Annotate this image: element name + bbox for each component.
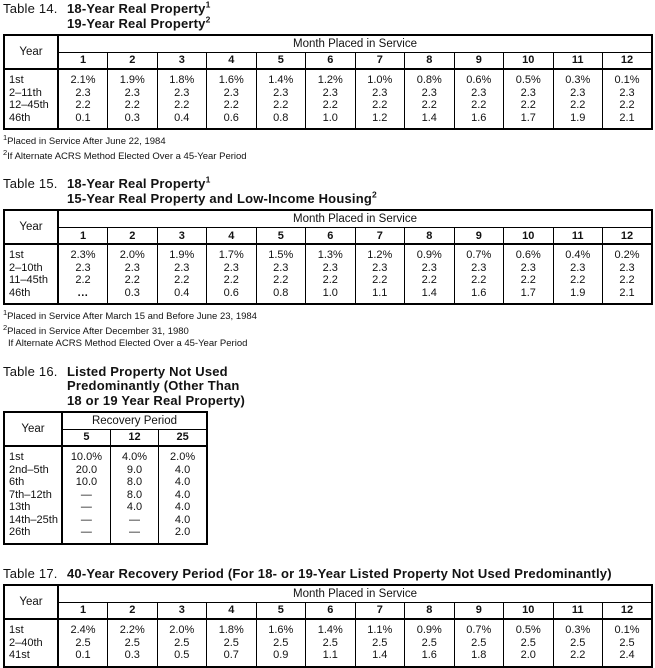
column-header: 8: [405, 227, 455, 244]
table-cell: 20.0: [62, 464, 110, 477]
table-title-line: 15-Year Real Property and Low-Income Housing$^2$: [67, 189, 377, 206]
table-cell: 2.0%: [159, 446, 207, 464]
column-header: 7: [355, 52, 405, 69]
table-cell: 1.4: [405, 112, 455, 130]
column-header: 7: [355, 227, 405, 244]
table-15-label: Table 15.: [3, 176, 58, 192]
footnote-marker: 2: [3, 148, 8, 158]
table-cell: 1.7: [504, 287, 554, 305]
table-cell: 2.5: [256, 637, 306, 650]
column-header: 9: [454, 602, 504, 619]
row-label: 2–11th: [9, 86, 42, 99]
column-header: 8: [405, 602, 455, 619]
column-header: 11: [553, 227, 603, 244]
column-header: 11: [553, 52, 603, 69]
table-cell: 1.0: [306, 287, 356, 305]
table-cell: 2.2: [355, 99, 405, 112]
year-header: Year: [4, 210, 58, 244]
column-group-header: Month Placed in Service: [58, 35, 652, 52]
row-label: 41st: [9, 649, 30, 662]
table-cell: 2.2: [256, 99, 306, 112]
table-16-label: Table 16.: [3, 363, 58, 379]
table-cell: 1.1: [306, 649, 356, 667]
table-cell: 2.2: [504, 274, 554, 287]
column-header: 8: [405, 52, 455, 69]
table-cell: 0.4: [157, 112, 207, 130]
header-row-group: [4, 412, 207, 429]
table-cell: 2.3: [108, 87, 158, 100]
table-cell: 2.5: [553, 637, 603, 650]
table-17: [3, 584, 653, 668]
column-header: 12: [603, 227, 653, 244]
table-cell: 2.2: [207, 274, 257, 287]
table-cell: —: [62, 489, 110, 502]
footnote-marker: 2: [3, 323, 8, 333]
table-cell: 2.3: [454, 262, 504, 275]
table-cell: 2.2: [504, 99, 554, 112]
table-cell: 0.7%: [454, 244, 504, 262]
footnote: $^1$Placed in Service After March 15 and Before June 23, 1984: [3, 308, 257, 323]
column-header: 3: [157, 602, 207, 619]
table-row: [4, 287, 652, 305]
column-header: 6: [306, 52, 356, 69]
table-cell: 2.2: [306, 99, 356, 112]
table-cell: 1.2: [355, 112, 405, 130]
table-cell: ...: [58, 287, 108, 305]
table-cell: 0.5: [157, 649, 207, 667]
row-label: 1st: [9, 451, 24, 464]
table-cell: 2.5: [603, 637, 653, 650]
table-cell: 2.3: [504, 87, 554, 100]
table-cell: 1.3%: [306, 244, 356, 262]
table-cell: 4.0%: [110, 446, 158, 464]
table-row: [4, 464, 207, 477]
table-15-title: [67, 174, 377, 206]
column-header: 5: [256, 227, 306, 244]
table-17-title: [67, 567, 612, 582]
column-header: 10: [504, 52, 554, 69]
table-cell: 2.2: [553, 274, 603, 287]
table-cell: —: [62, 526, 110, 544]
header-row-group: [4, 210, 652, 227]
table-cell: 2.3: [355, 262, 405, 275]
table-row: [4, 112, 652, 130]
table-cell: 2.1: [603, 112, 653, 130]
table-title-line: Predominantly (Other Than: [67, 378, 240, 394]
table-row: [4, 476, 207, 489]
row-label: 1st: [9, 249, 24, 262]
table-cell: 1.7: [504, 112, 554, 130]
table-cell: 0.9%: [405, 619, 455, 637]
table-cell: 2.2: [58, 274, 108, 287]
table-cell: 2.0%: [108, 244, 158, 262]
table-15: [3, 209, 653, 305]
table-16-caption: [3, 365, 653, 409]
row-label: 2nd–5th: [9, 463, 49, 476]
table-cell: 0.9: [256, 649, 306, 667]
table-cell: 1.4%: [256, 69, 306, 87]
table-row: [4, 514, 207, 527]
table-header: [4, 412, 207, 446]
table-cell: 4.0: [159, 489, 207, 502]
table-17-caption: [3, 567, 653, 582]
table-cell: 2.3: [58, 262, 108, 275]
table-cell: 10.0: [62, 476, 110, 489]
table-cell: —: [110, 526, 158, 544]
column-group-header: Month Placed in Service: [58, 585, 652, 602]
table-cell: 1.1%: [355, 619, 405, 637]
title-footnote-ref: 1: [205, 0, 211, 10]
column-header: 10: [504, 602, 554, 619]
table-cell: 1.9%: [108, 69, 158, 87]
table-cell: 2.3: [553, 262, 603, 275]
row-label: 13th: [9, 501, 31, 514]
table-header: [4, 210, 652, 244]
table-cell: 2.5: [355, 637, 405, 650]
table-title-line: Listed Property Not Used: [67, 363, 228, 379]
table-cell: 1.9: [553, 287, 603, 305]
table-cell: 0.1: [58, 649, 108, 667]
table-cell: 1.4%: [306, 619, 356, 637]
row-label: 6th: [9, 476, 25, 489]
table-cell: 1.9: [553, 112, 603, 130]
table-cell: 0.1%: [603, 69, 653, 87]
row-label: 1st: [9, 74, 24, 86]
table-cell: 2.5: [405, 637, 455, 650]
table-cell: 0.3%: [553, 619, 603, 637]
table-cell: 2.2: [157, 99, 207, 112]
table-cell: 0.5%: [504, 619, 554, 637]
column-header: 6: [306, 227, 356, 244]
table-cell: 2.2: [553, 649, 603, 667]
footnote: $^2$If Alternate ACRS Method Elected Over a 45-Year Period: [3, 148, 247, 163]
table-cell: 0.8: [256, 287, 306, 305]
table-cell: 2.5: [58, 637, 108, 650]
header-row-columns: [4, 52, 652, 69]
column-header: 6: [306, 602, 356, 619]
table-title-line: 18-Year Real Property$^1$: [67, 0, 211, 16]
table-cell: 4.0: [110, 501, 158, 514]
row-label: 7th–12th: [9, 488, 52, 501]
column-header: 11: [553, 602, 603, 619]
table-cell: 0.5%: [504, 69, 554, 87]
table-cell: 2.2: [405, 99, 455, 112]
table-row: [4, 446, 207, 464]
table-cell: 1.2%: [355, 244, 405, 262]
table-cell: 9.0: [110, 464, 158, 477]
table-cell: 2.5: [157, 637, 207, 650]
table-cell: 8.0: [110, 489, 158, 502]
table-cell: 2.3: [603, 262, 653, 275]
column-header: 7: [355, 602, 405, 619]
table-cell: 2.2: [157, 274, 207, 287]
year-header: Year: [4, 412, 62, 446]
table-cell: 2.3: [207, 87, 257, 100]
column-header: 25: [159, 429, 207, 446]
table-cell: 2.3: [108, 262, 158, 275]
table-cell: 0.8%: [405, 69, 455, 87]
column-header: 4: [207, 602, 257, 619]
footnote: If Alternate ACRS Method Elected Over a 45-Year Period: [8, 337, 248, 349]
row-label: 2–10th: [9, 261, 43, 274]
title-footnote-ref: 1: [205, 174, 211, 185]
table-17-label: Table 17.: [3, 565, 58, 581]
row-label: 46th: [9, 286, 31, 299]
table-cell: 2.3: [405, 87, 455, 100]
table-cell: 0.6%: [504, 244, 554, 262]
table-row: [4, 244, 652, 262]
row-label: 2–40th: [9, 636, 43, 649]
header-row-group: [4, 585, 652, 602]
table-cell: 1.7%: [207, 244, 257, 262]
table-cell: 2.2%: [108, 619, 158, 637]
table-cell: 0.9%: [405, 244, 455, 262]
table-cell: 2.0: [159, 526, 207, 544]
table-row: [4, 69, 652, 87]
year-header: Year: [4, 585, 58, 619]
table-cell: 4.0: [159, 464, 207, 477]
column-header: 9: [454, 227, 504, 244]
table-cell: 2.3: [157, 87, 207, 100]
table-14-footnotes: [3, 132, 653, 162]
column-group-header: Month Placed in Service: [58, 210, 652, 227]
column-header: 12: [603, 52, 653, 69]
table-cell: 2.5: [207, 637, 257, 650]
table-14-caption: [3, 2, 653, 31]
table-cell: 1.4: [355, 649, 405, 667]
table-cell: 1.6: [454, 287, 504, 305]
row-label: 12–45th: [9, 99, 49, 111]
table-cell: 0.1%: [603, 619, 653, 637]
table-cell: 2.3: [157, 262, 207, 275]
table-cell: 2.2: [108, 274, 158, 287]
footnote: $^1$Placed in Service After June 22, 1984: [3, 133, 166, 148]
table-cell: 1.0%: [355, 69, 405, 87]
table-cell: 2.3: [306, 262, 356, 275]
column-header: 4: [207, 227, 257, 244]
table-cell: 0.3%: [553, 69, 603, 87]
table-cell: 2.5: [504, 637, 554, 650]
column-header: 3: [157, 52, 207, 69]
table-row: [4, 99, 652, 112]
header-row-group: [4, 35, 652, 52]
table-cell: 0.3: [108, 287, 158, 305]
table-cell: 2.3: [454, 87, 504, 100]
table-14-label: Table 14.: [3, 1, 58, 16]
table-title-line: 18-Year Real Property$^1$: [67, 174, 211, 192]
table-cell: 2.3: [256, 262, 306, 275]
row-label: 46th: [9, 111, 31, 124]
table-row: [4, 274, 652, 287]
column-header: 12: [603, 602, 653, 619]
row-label: 1st: [9, 624, 24, 637]
table-cell: 2.3: [405, 262, 455, 275]
table-cell: 2.2: [58, 99, 108, 112]
table-cell: 1.8: [454, 649, 504, 667]
table-cell: 0.7: [207, 649, 257, 667]
table-cell: 2.2: [603, 274, 653, 287]
table-cell: 0.7%: [454, 619, 504, 637]
table-cell: —: [62, 501, 110, 514]
table-cell: 1.8%: [157, 69, 207, 87]
footnote-marker: 1: [3, 308, 8, 318]
table-cell: 10.0%: [62, 446, 110, 464]
table-cell: 2.3: [355, 87, 405, 100]
table-15-caption: [3, 174, 653, 206]
table-cell: 2.1%: [58, 69, 108, 87]
column-header: 10: [504, 227, 554, 244]
table-cell: 0.1: [58, 112, 108, 130]
table-cell: 2.2: [207, 99, 257, 112]
table-cell: 0.6: [207, 112, 257, 130]
year-header: Year: [4, 35, 58, 69]
column-header: 1: [58, 227, 108, 244]
table-cell: 0.6%: [454, 69, 504, 87]
column-header: 9: [454, 52, 504, 69]
table-cell: 1.5%: [256, 244, 306, 262]
table-cell: 1.6: [454, 112, 504, 130]
table-cell: 4.0: [159, 476, 207, 489]
table-row: [4, 619, 652, 637]
table-title-line: 40-Year Recovery Period (For 18- or 19-Year Listed Property Not Used Predominantly): [67, 565, 612, 581]
table-cell: 2.2: [355, 274, 405, 287]
table-cell: 0.4: [157, 287, 207, 305]
table-14-block: [3, 2, 653, 162]
column-header: 4: [207, 52, 257, 69]
column-header: 1: [58, 52, 108, 69]
column-header: 3: [157, 227, 207, 244]
table-cell: 0.4%: [553, 244, 603, 262]
table-cell: 1.0: [306, 112, 356, 130]
table-row: [4, 637, 652, 650]
table-cell: 1.6: [405, 649, 455, 667]
table-body: [4, 446, 207, 544]
footnote: $^2$Placed in Service After December 31, 1980: [3, 323, 189, 338]
table-cell: 2.4%: [58, 619, 108, 637]
column-header: 5: [256, 602, 306, 619]
table-cell: 1.4: [405, 287, 455, 305]
table-cell: 2.3: [207, 262, 257, 275]
table-cell: 0.2%: [603, 244, 653, 262]
table-header: [4, 585, 652, 619]
table-cell: 2.2: [454, 274, 504, 287]
table-16-title: [67, 365, 245, 409]
table-cell: 8.0: [110, 476, 158, 489]
table-cell: 2.3: [603, 87, 653, 100]
table-cell: 2.3: [306, 87, 356, 100]
table-title-line: 19-Year Real Property$^2$: [67, 14, 211, 31]
table-16: [3, 411, 208, 545]
row-label: 26th: [9, 526, 31, 539]
table-cell: 2.2: [405, 274, 455, 287]
table-14-title: [67, 2, 211, 31]
table-15-block: [3, 174, 653, 349]
table-cell: —: [110, 514, 158, 527]
footnote-marker: 1: [3, 133, 8, 142]
table-cell: —: [62, 514, 110, 527]
title-footnote-ref: 2: [371, 189, 377, 200]
column-header: 2: [108, 602, 158, 619]
table-body: [4, 244, 652, 304]
table-cell: 2.2: [306, 274, 356, 287]
table-cell: 2.2: [553, 99, 603, 112]
table-cell: 2.3: [553, 87, 603, 100]
table-cell: 2.2: [603, 99, 653, 112]
column-header: 5: [62, 429, 110, 446]
table-cell: 0.8: [256, 112, 306, 130]
table-cell: 1.1: [355, 287, 405, 305]
table-body: [4, 69, 652, 129]
table-cell: 1.6%: [256, 619, 306, 637]
table-15-footnotes: [3, 307, 653, 348]
table-17-block: [3, 567, 653, 668]
table-16-block: [3, 365, 653, 545]
table-cell: 2.0%: [157, 619, 207, 637]
header-row-columns: [4, 227, 652, 244]
table-14: [3, 34, 653, 130]
table-row: [4, 489, 207, 502]
table-cell: 1.9%: [157, 244, 207, 262]
table-cell: 2.3%: [58, 244, 108, 262]
column-header: 1: [58, 602, 108, 619]
column-group-header: Recovery Period: [62, 412, 207, 429]
table-cell: 2.2: [454, 99, 504, 112]
table-header: [4, 35, 652, 69]
title-footnote-ref: 2: [205, 14, 211, 25]
table-body: [4, 619, 652, 667]
table-cell: 4.0: [159, 514, 207, 527]
table-row: [4, 526, 207, 544]
row-label: 14th–25th: [9, 513, 58, 526]
table-cell: 2.5: [454, 637, 504, 650]
table-cell: 2.2: [108, 99, 158, 112]
row-label: 11–45th: [9, 274, 48, 287]
table-cell: 0.3: [108, 112, 158, 130]
table-row: [4, 501, 207, 514]
table-cell: 1.2%: [306, 69, 356, 87]
column-header: 5: [256, 52, 306, 69]
table-cell: 1.6%: [207, 69, 257, 87]
table-cell: 0.6: [207, 287, 257, 305]
table-cell: 1.8%: [207, 619, 257, 637]
table-row: [4, 262, 652, 275]
table-cell: 2.0: [504, 649, 554, 667]
column-header: 12: [110, 429, 158, 446]
header-row-columns: [4, 602, 652, 619]
table-cell: 4.0: [159, 501, 207, 514]
table-cell: 2.1: [603, 287, 653, 305]
table-cell: 0.3: [108, 649, 158, 667]
table-cell: 2.3: [504, 262, 554, 275]
column-header: 2: [108, 227, 158, 244]
table-title-line: 18 or 19 Year Real Property): [67, 392, 246, 408]
column-header: 2: [108, 52, 158, 69]
table-cell: 2.3: [58, 87, 108, 100]
table-cell: 2.5: [306, 637, 356, 650]
table-cell: 2.2: [256, 274, 306, 287]
table-cell: 2.4: [603, 649, 653, 667]
table-cell: 2.5: [108, 637, 158, 650]
table-cell: 2.3: [256, 87, 306, 100]
table-row: [4, 87, 652, 100]
table-row: [4, 649, 652, 667]
